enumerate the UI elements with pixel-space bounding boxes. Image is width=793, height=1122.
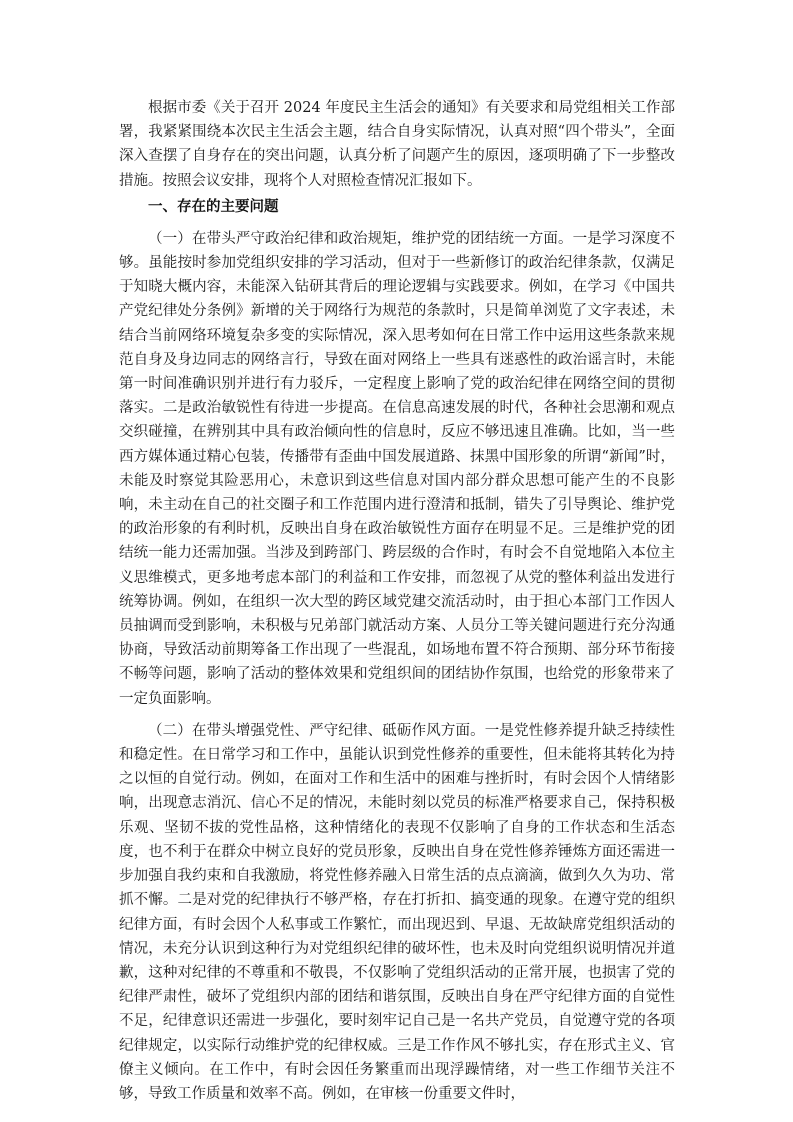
section-heading: 一、存在的主要问题 bbox=[148, 198, 279, 215]
paragraph-party-spirit: （二）在带头增强党性、严守纪律、砥砺作风方面。一是党性修养提升缺乏持续性和稳定性。在日常学习和工作中，虽能认识到党性修养的重要性，但未能将其转化为持之以恒的自觉行动。例如，在面对工作和生活中的困难与挫折时，有时会因个人情绪影响，出现意志消沉、信心不足的情况，未能时刻以党员的标准严格要求自己，保持积极乐观、坚韧不拔的党性品格，这种情绪化的表现不仅影响了自身的工作状态和生活态度，也不利于在群众中树立良好的党员形象，反映出自身在党性修养锤炼方面还需进一步加强自我约束和自我激励，将党性修养融入日常生活的点点滴滴，做到久久为功、常抓不懈。二是对党的纪律执行不够严格，存在打折扣、搞变通的现象。在遵守党的组织纪律方面，有时会因个人私事或工作繁忙，而出现迟到、早退、无故缺席党组织活动的情况，未充分认识到这种行为对党组织纪律的破坏性，也未及时向党组织说明情况并道歉，这种对纪律的不尊重和不敬畏，不仅影响了党组织活动的正常开展，也损害了党的纪律严肃性，破坏了党组织内部的团结和谐氛围，反映出自身在严守纪律方面的自觉性不足，纪律意识还需进一步强化，要时刻牢记自己是一名共产党员，自觉遵守党的各项纪律规定，以实际行动维护党的纪律权威。三是工作作风不够扎实，存在形式主义、官僚主义倾向。在工作中，有时会因任务繁重而出现浮躁情绪，对一些工作细节关注不够，导致工作质量和效率不高。例如，在审核一份重要文件时， bbox=[119, 722, 675, 1102]
document-body bbox=[119, 96, 675, 1106]
paragraph-political-discipline: （一）在带头严守政治纪律和政治规矩，维护党的团结统一方面。一是学习深度不够。虽能按时参加党组织安排的学习活动，但对于一些新修订的政治纪律条款，仅满足于知晓大概内容，未能深入钻研其背后的理论逻辑与实践要求。例如，在学习《中国共产党纪律处分条例》新增的关于网络行为规范的条款时，只是简单浏览了文字表述，未结合当前网络环境复杂多变的实际情况，深入思考如何在日常工作中运用这些条款来规范自身及身边同志的网络言行，导致在面对网络上一些具有迷惑性的政治谣言时，未能第一时间准确识别并进行有力驳斥，一定程度上影响了党的政治纪律在网络空间的贯彻落实。二是政治敏锐性有待进一步提高。在信息高速发展的时代，各种社会思潮和观点交织碰撞，在辨别其中具有政治倾向性的信息时，反应不够迅速且准确。比如，当一些西方媒体通过精心包装，传播带有歪曲中国发展道路、抹黑中国形象的所谓“新闻”时，未能及时察觉其险恶用心，未意识到这些信息对国内部分群众思想可能产生的不良影响，未主动在自己的社交圈子和工作范围内进行澄清和抵制，错失了引导舆论、维护党的政治形象的有利时机，反映出自身在政治敏锐性方面存在明显不足。三是维护党的团结统一能力还需加强。当涉及到跨部门、跨层级的合作时，有时会不自觉地陷入本位主义思维模式，更多地考虑本部门的利益和工作安排，而忽视了从党的整体利益出发进行统筹协调。例如，在组织一次大型的跨区域党建交流活动时，由于担心本部门工作因人员抽调而受到影响，未积极与兄弟部门就活动方案、人员分工等关键问题进行充分沟通协商，导致活动前期筹备工作出现了一些混乱，如场地布置不符合预期、部分环节衔接不畅等问题，影响了活动的整体效果和党组织间的团结协作氛围，也给党的形象带来了一定负面影响。 bbox=[119, 230, 675, 707]
intro-paragraph: 根据市委《关于召开 2024 年度民主生活会的通知》有关要求和局党组相关工作部署，我紧紧围绕本次民主生活会主题，结合自身实际情况，认真对照“四个带头”，全面深入查摆了自身存在的突出问题，认真分析了问题产生的原因，逐项明确了下一步整改措施。按照会议安排，现将个人对照检查情况汇报如下。 bbox=[119, 100, 675, 189]
